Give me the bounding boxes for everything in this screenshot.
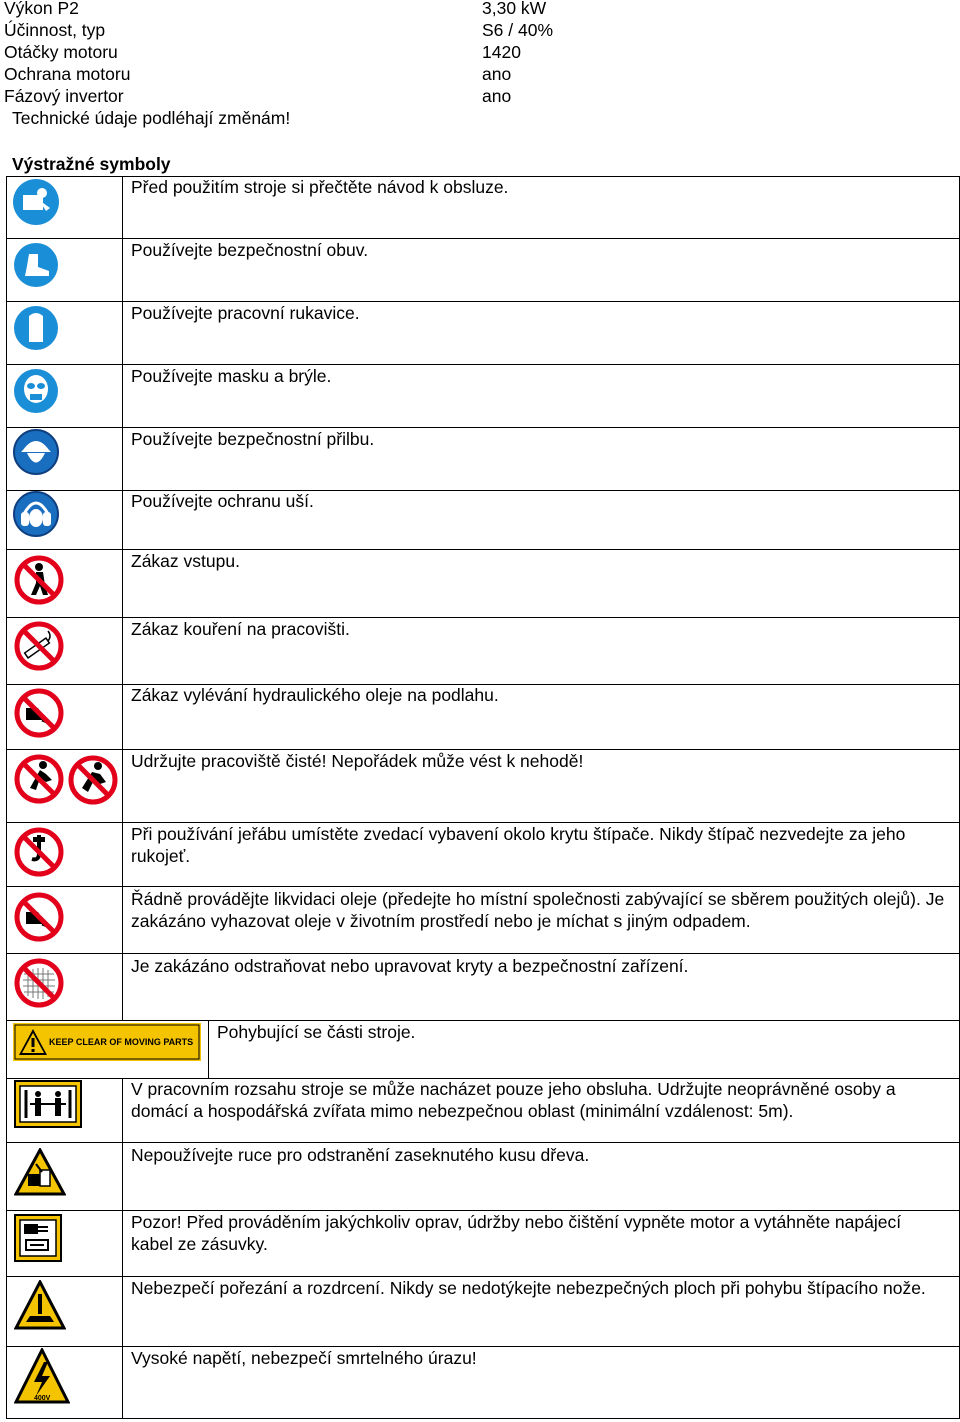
symbol-text: Pohybující se části stroje. [217,1022,416,1042]
symbol-text: V pracovním rozsahu stroje se může nacházet pouze jeho obsluha. Udržujte neoprávněné osoby a domácí a hospodářská zvířata mimo nebezpečnou oblast (minimální vzdálenost: 5m). [131,1079,896,1121]
spec-label: Účinnost, typ [4,20,106,40]
safety-shoes-icon [12,241,62,291]
voltage-label: 400V [34,1395,51,1402]
symbol-text: Používejte bezpečnostní obuv. [131,240,369,260]
mask-goggles-icon [12,367,62,417]
symbol-text: Před použitím stroje si přečtěte návod k obsluze. [131,177,509,197]
no-entry-icon [12,553,66,607]
symbol-text: Zákaz vylévání hydraulického oleje na podlahu. [131,685,499,705]
symbol-text: Používejte ochranu uší. [131,491,314,511]
no-smoking-icon [12,619,66,673]
symbol-text: Udržujte pracoviště čisté! Nepořádek může vést k nehodě! [131,751,584,771]
spec-label: Otáčky motoru [4,42,118,62]
table-divider [208,1020,209,1078]
symbol-text: Je zakázáno odstraňovat nebo upravovat kryty a bezpečnostní zařízení. [131,956,689,976]
symbol-text: Nepoužívejte ruce pro odstranění zaseknutého kusu dřeva. [131,1145,590,1165]
table-divider [122,176,123,1020]
row-border [6,1142,959,1143]
row-border [6,953,959,954]
spec-label: Ochrana motoru [4,64,131,84]
cutting-hazard-icon [14,1280,66,1332]
spec-value: 1420 [482,42,521,62]
spec-value: S6 / 40% [482,20,554,40]
symbol-text: Zákaz vstupu. [131,551,240,571]
symbol-text: Používejte bezpečnostní přilbu. [131,429,375,449]
symbol-text: Používejte masku a brýle. [131,366,332,386]
helmet-icon [12,428,62,478]
spec-label: Fázový invertor [4,86,124,106]
ear-protection-icon [12,490,62,540]
section-heading: Výstražné symboly [12,154,171,174]
spec-value: ano [482,86,512,106]
oil-disposal-icon [12,890,66,944]
no-trip-hazard-icon [12,752,122,808]
spec-value: 3,30 kW [482,0,547,18]
high-voltage-icon [14,1348,70,1406]
row-border [6,1418,959,1419]
symbol-text: Zákaz kouření na pracovišti. [131,619,350,639]
symbol-text: Používejte pracovní rukavice. [131,303,360,323]
symbol-text: Řádně provádějte likvidaci oleje (předejte ho místní společnosti zabývající se sběrem použitých olejů). Je zakázáno vyhazovat oleje v životním prostředí nebo je míchat s jiným odpadem. [131,889,945,931]
moving-parts-label-icon [13,1023,201,1061]
crane-hook-icon [12,825,66,879]
no-oil-dumping-icon [12,686,66,740]
no-guard-removal-icon [12,956,66,1010]
table-divider [122,1078,123,1419]
read-manual-icon [12,178,62,228]
spec-label: Výkon P2 [4,0,79,18]
symbol-text: Při používání jeřábu umístěte zvedací vybavení okolo krytu štípače. Nikdy štípač nezvedejte za jeho rukojeť. [131,824,906,866]
unplug-icon [14,1214,64,1264]
spec-value: ano [482,64,512,84]
label-text: KEEP CLEAR OF MOVING PARTS [49,1037,194,1047]
operator-zone-icon [14,1080,84,1130]
hand-hazard-icon [14,1148,66,1198]
symbol-text: Pozor! Před prováděním jakýchkoliv oprav, údržby nebo čištění vypněte motor a vytáhněte napájecí kabel ze zásuvky. [131,1212,902,1254]
specs-note: Technické údaje podléhají změnám! [12,108,291,128]
symbol-text: Nebezpečí pořezání a rozdrcení. Nikdy se nedotýkejte nebezpečných ploch při pohybu štípacího nože. [131,1278,926,1298]
gloves-icon [12,304,62,354]
row-border [6,886,959,887]
symbol-text: Vysoké napětí, nebezpečí smrtelného úrazu! [131,1348,477,1368]
